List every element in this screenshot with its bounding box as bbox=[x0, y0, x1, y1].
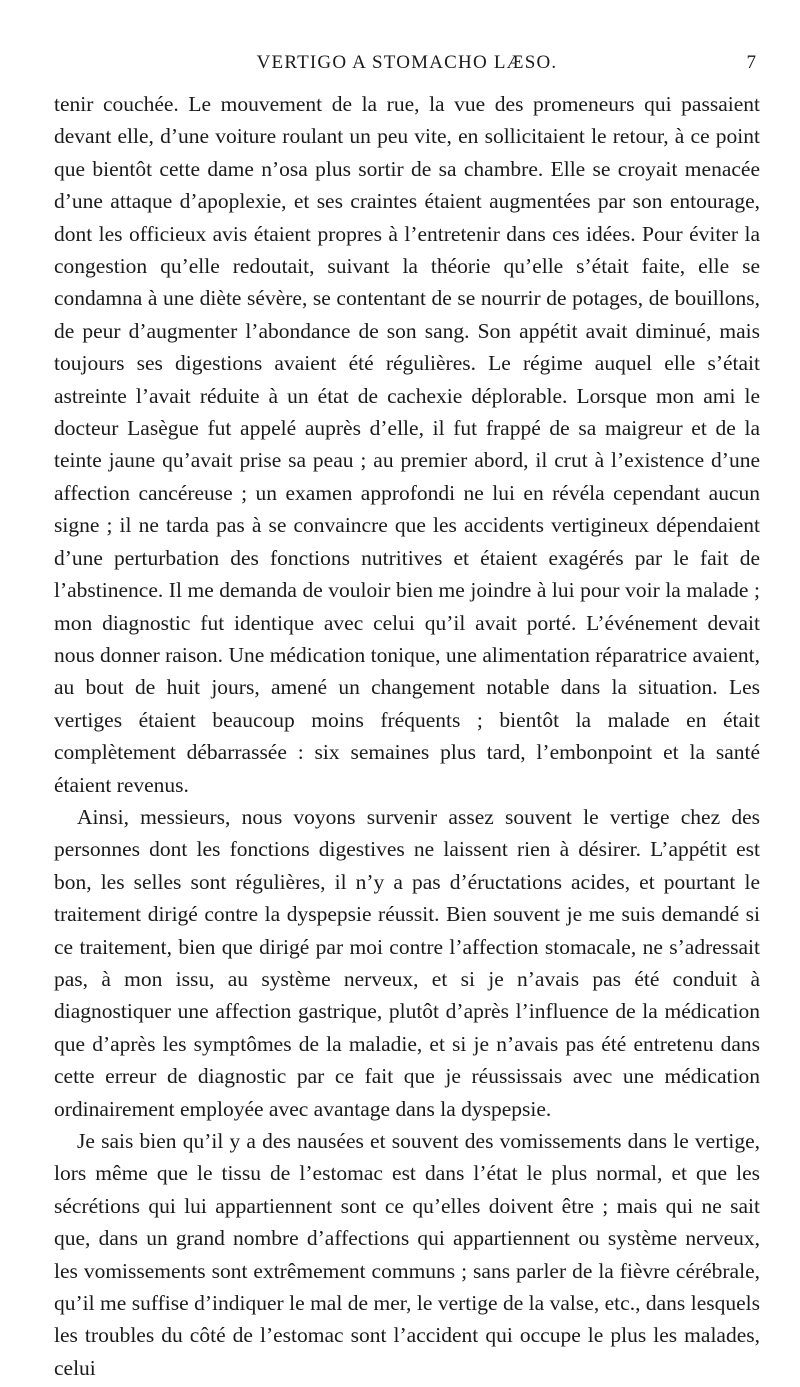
paragraph: Je sais bien qu’il y a des nausées et souvent des vomissements dans le vertige, lors même que le tissu de l’estomac est dans l’état le plus normal, et que les sécrétions qui lui appartiennent sont ce qu’elles doivent être ; mais qui ne sait que, dans un grand nombre d’affections qui appartiennent ou système nerveux, les vomissements sont extrêmement communs ; sans parler de la fièvre cérébrale, qu’il me suffise d’indiquer le mal de mer, le vertige de la valse, etc., dans lesquels les troubles du côté de l’estomac sont l’accident qui occupe le plus les malades, celui bbox=[54, 1129, 760, 1380]
page-number: 7 bbox=[746, 52, 756, 73]
running-head bbox=[54, 52, 760, 88]
paragraph-continued: tenir couchée. Le mouvement de la rue, la vue des promeneurs qui passaient devant elle, d’une voiture roulant un peu vite, en sollicitaient le retour, à ce point que bientôt cette dame n’osa plus sortir de sa chambre. Elle se croyait menacée d’une attaque d’apoplexie, et ses craintes étaient augmentées par son entourage, dont les officieux avis étaient propres à l’entretenir dans ces idées. Pour éviter la congestion qu’elle redoutait, suivant la théorie qu’elle s’était faite, elle se condamna à une diète sévère, se contentant de se nourrir de potages, de bouillons, de peur d’augmenter l’abondance de son sang. Son appétit avait diminué, mais toujours ses digestions avaient été régulières. Le régime auquel elle s’était astreinte l’avait réduite à un état de cachexie déplorable. Lorsque mon ami le docteur Lasègue fut appelé auprès d’elle, il fut frappé de sa maigreur et de la teinte jaune qu’avait prise sa peau ; au premier abord, il crut à l’existence d’une affection cancéreuse ; un examen approfondi ne lui en révéla cependant aucun signe ; il ne tarda pas à se convaincre que les accidents vertigineux dépendaient d’une perturbation des fonctions nutritives et étaient exagérés par le fait de l’abstinence. Il me demanda de vouloir bien me joindre à lui pour voir la malade ; mon diagnostic fut identique avec celui qu’il avait porté. L’événement devait nous donner raison. Une médication tonique, une alimentation réparatrice avaient, au bout de huit jours, amené un changement notable dans la situation. Les vertiges étaient beaucoup moins fréquents ; bientôt la malade en était complètement débarrassée : six semaines plus tard, l’embonpoint et la santé étaient revenus. bbox=[54, 92, 760, 797]
paragraph: Ainsi, messieurs, nous voyons survenir assez souvent le vertige chez des personnes dont les fonctions digestives ne laissent rien à désirer. L’appétit est bon, les selles sont régulières, il n’y a pas d’éructations acides, et pourtant le traitement dirigé contre la dyspepsie réussit. Bien souvent je me suis demandé si ce traitement, bien que dirigé par moi contre l’affection stomacale, ne s’adressait pas, à mon issu, au système nerveux, et si je n’avais pas été conduit à diagnostiquer une affection gastrique, plutôt d’après l’influence de la médication que d’après les symptômes de la maladie, et si je n’avais pas été entretenu dans cette erreur de diagnostic par ce fait que je réussissais avec une médication ordinairement employée avec avantage dans la dyspepsie. bbox=[54, 804, 760, 1121]
running-title: VERTIGO A STOMACHO LÆSO. bbox=[256, 52, 558, 73]
body-text bbox=[54, 88, 760, 1384]
